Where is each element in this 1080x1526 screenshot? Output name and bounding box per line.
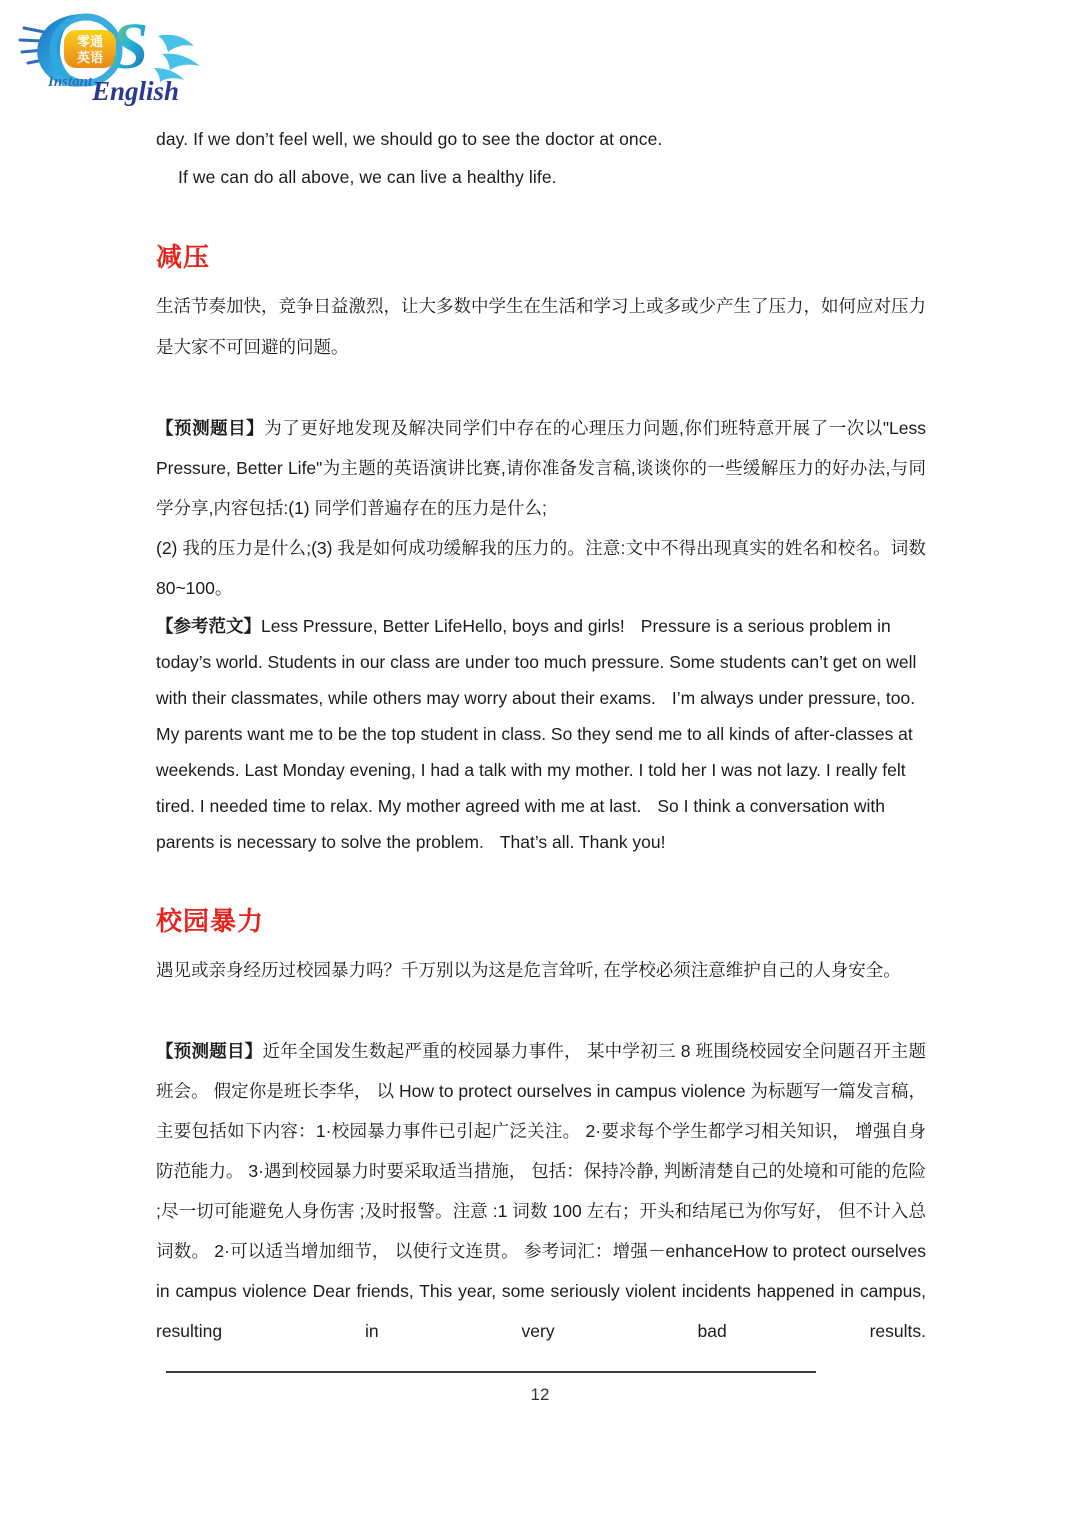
prompt-paragraph-campus-violence: [156, 1031, 926, 1391]
continued-paragraph-line-2-text: If we can do all above, we can live a healthy life.: [178, 167, 557, 187]
svg-text:零通: 零通: [76, 35, 104, 50]
sample-essay-part-1: Less Pressure, Better LifeHello, boys and girls!: [261, 616, 625, 636]
document-page: [0, 120, 1080, 1391]
page-number: 12: [530, 1385, 550, 1404]
sample-essay-stress-relief: [156, 608, 926, 860]
site-logo: [18, 6, 218, 106]
continued-paragraph-line-1: day. If we don’t feel well, we should go to see the doctor at once.: [156, 129, 663, 149]
prompt-body-stress-relief: 为了更好地发现及解决同学们中存在的心理压力问题,你们班特意开展了一次以"Less Pressure, Better Life"为主题的英语演讲比赛,请你准备发言稿,谈谈你的一些缓解压力的好办法,与同学分享,内容包括:(1) 同学们普遍存在的压力是什么;: [156, 418, 926, 518]
prompt-paragraph-stress-relief: [156, 408, 926, 528]
spacer: [156, 368, 926, 408]
svg-text:英语: 英语: [76, 51, 104, 66]
instant-english-logo-icon: [18, 6, 218, 106]
section-title-stress-relief: 减压: [156, 242, 211, 272]
sample-essay-part-5: That’s all. Thank you!: [499, 832, 666, 852]
prompt-tag-campus-violence: 【预测题目】: [156, 1041, 263, 1061]
sample-essay-part-4: So I think a conversation with parents is necessary to solve the problem.: [156, 796, 885, 852]
section-title-campus-violence: 校园暴力: [156, 906, 265, 936]
answer-blank-rule: [166, 1371, 816, 1373]
svg-text:English: English: [92, 76, 180, 106]
sample-tag-stress-relief: 【参考范文】: [156, 616, 261, 636]
document-content: [154, 120, 926, 1391]
svg-text:S: S: [111, 10, 149, 83]
svg-text:Instant: Instant: [48, 74, 93, 90]
prompt-body-campus-violence: 近年全国发生数起严重的校园暴力事件， 某中学初三 8 班围绕校园安全问题召开主题班会。 假定你是班长李华， 以 How to protect ourselves in campus violence 为标题写一篇发言稿， 主要包括如下内容：1·校园暴力事件已引起广泛关注。 2·要求每个学生都学习相关知识， 增强自身防范能力。 3·遇到校园暴力时要采取适当措施， 包括：保持冷静, 判断清楚自己的处境和可能的危险 ;尽一切可能避免人身伤害 ;及时报警。注意 :1 词数 100 左右；开头和结尾已为你写好， 但不计入总词数。 2·可以适当增加细节， 以使行文连贯。 参考词汇：增强－enhanceHow to protect ourselves in campus violence Dear friends, This year, some seriously violent incidents happened in campus, resulting in very bad results.: [156, 1041, 927, 1341]
sample-essay-part-3: I’m always under pressure, too. My parents want me to be the top student in class. So they send me to all kinds of after-classes at weekends. Last Monday evening, I had a talk with my mother. I told her I was not lazy. I really felt tired. I needed time to relax. My mother agreed with me at last.: [156, 688, 916, 816]
continued-paragraph-line-2: [156, 158, 926, 196]
sample-essay-part-2: Pressure is a serious problem in today’s world. Students in our class are under too much pressure. Some students can’t get on well with their classmates, while others may worry about their exams.: [156, 616, 917, 708]
prompt-tag-stress-relief: 【预测题目】: [156, 418, 265, 438]
prompt-paragraph-stress-relief-cont: (2) 我的压力是什么;(3) 我是如何成功缓解我的压力的。注意:文中不得出现真实的姓名和校名。词数 80~100。: [156, 538, 926, 598]
section-intro-stress-relief: 生活节奏加快，竞争日益激烈，让大多数中学生在生活和学习上或多或少产生了压力，如何应对压力是大家不可回避的问题。: [156, 296, 926, 357]
spacer: [156, 991, 926, 1031]
section-intro-campus-violence: 遇见或亲身经历过校园暴力吗？千万别以为这是危言耸听, 在学校必须注意维护自己的人身安全。: [156, 960, 901, 980]
